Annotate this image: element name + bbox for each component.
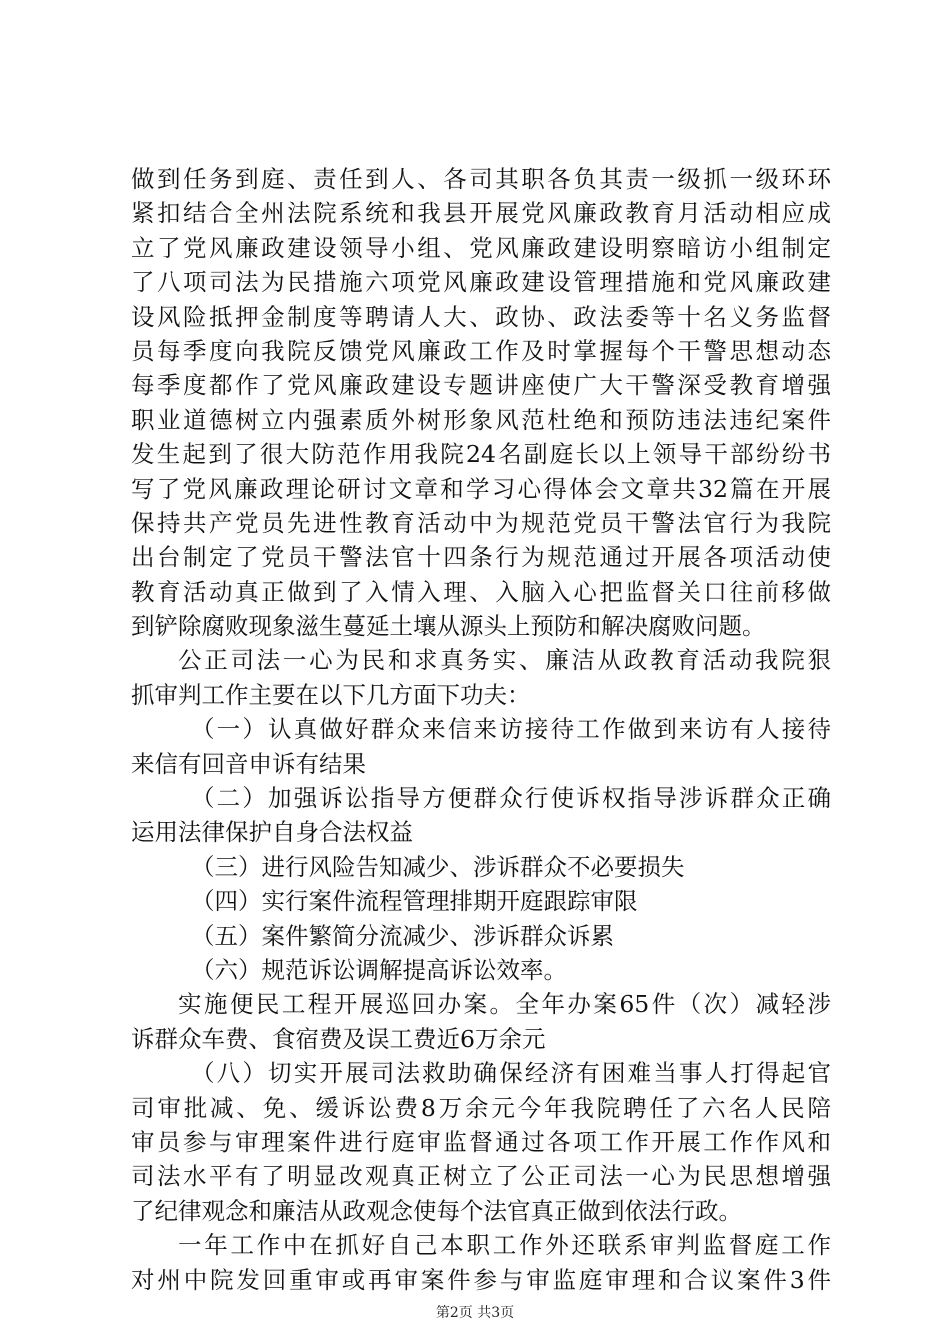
- text-line: 到铲除腐败现象滋生蔓延土壤从源头上预防和解决腐败问题。: [131, 612, 766, 641]
- text-line: 运用法律保护自身合法权益: [131, 818, 413, 847]
- text-line: 诉群众车费、食宿费及误工费近6万余元: [131, 1024, 546, 1053]
- text-line: 立了党风廉政建设领导小组、党风廉政建设明察暗访小组制定: [131, 233, 831, 262]
- text-line: 职业道德树立内强素质外树形象风范杜绝和预防违法违纪案件: [131, 405, 831, 434]
- text-line: 员每季度向我院反馈党风廉政工作及时掌握每个干警思想动态: [131, 336, 831, 365]
- text-line: （八）切实开展司法救助确保经济有困难当事人打得起官: [191, 1059, 831, 1088]
- text-line: 司审批减、免、缓诉讼费8万余元今年我院聘任了六名人民陪: [131, 1093, 831, 1122]
- text-line: 了八项司法为民措施六项党风廉政建设管理措施和党风廉政建: [131, 268, 831, 297]
- text-line: 写了党风廉政理论研讨文章和学习心得体会文章共32篇在开展: [131, 474, 831, 503]
- text-line: 发生起到了很大防范作用我院24名副庭长以上领导干部纷纷书: [131, 440, 831, 469]
- text-line: 了纪律观念和廉洁从政观念使每个法官真正做到依法行政。: [131, 1196, 742, 1225]
- text-line: 抓审判工作主要在以下几方面下功夫：: [131, 680, 531, 709]
- text-line: 一年工作中在抓好自己本职工作外还联系审判监督庭工作: [178, 1231, 831, 1260]
- text-line: 教育活动真正做到了入情入理、入脑入心把监督关口往前移做: [131, 577, 831, 606]
- text-line: 对州中院发回重审或再审案件参与审监庭审理和合议案件3件: [131, 1265, 831, 1294]
- page-number-label: 第2页 共3页: [435, 1305, 515, 1321]
- text-line: 每季度都作了党风廉政建设专题讲座使广大干警深受教育增强: [131, 371, 831, 400]
- text-line: （二）加强诉讼指导方便群众行使诉权指导涉诉群众正确: [191, 784, 831, 813]
- body-text: [131, 162, 831, 1297]
- text-line: 公正司法一心为民和求真务实、廉洁从政教育活动我院狠: [178, 646, 831, 675]
- text-line: 审员参与审理案件进行庭审监督通过各项工作开展工作作风和: [131, 1127, 831, 1156]
- page-footer: [0, 1302, 950, 1322]
- text-line: 紧扣结合全州法院系统和我县开展党风廉政教育月活动相应成: [131, 199, 831, 228]
- text-line: 实施便民工程开展巡回办案。全年办案65件（次）减轻涉: [178, 990, 831, 1019]
- text-line: （五）案件繁简分流减少、涉诉群众诉累: [191, 921, 614, 950]
- text-line: 司法水平有了明显改观真正树立了公正司法一心为民思想增强: [131, 1162, 831, 1191]
- text-line: （三）进行风险告知减少、涉诉群众不必要损失: [191, 852, 685, 881]
- text-line: （四）实行案件流程管理排期开庭跟踪审限: [191, 887, 638, 916]
- text-line: 做到任务到庭、责任到人、各司其职各负其责一级抓一级环环: [131, 165, 831, 193]
- text-line: 出台制定了党员干警法官十四条行为规范通过开展各项活动使: [131, 543, 831, 572]
- text-line: （六）规范诉讼调解提高诉讼效率。: [191, 955, 567, 984]
- text-line: 保持共产党员先进性教育活动中为规范党员干警法官行为我院: [131, 508, 831, 537]
- text-line: 来信有回音申诉有结果: [131, 749, 366, 778]
- text-line: 设风险抵押金制度等聘请人大、政协、政法委等十名义务监督: [131, 302, 831, 331]
- text-line: （一）认真做好群众来信来访接待工作做到来访有人接待: [191, 715, 831, 744]
